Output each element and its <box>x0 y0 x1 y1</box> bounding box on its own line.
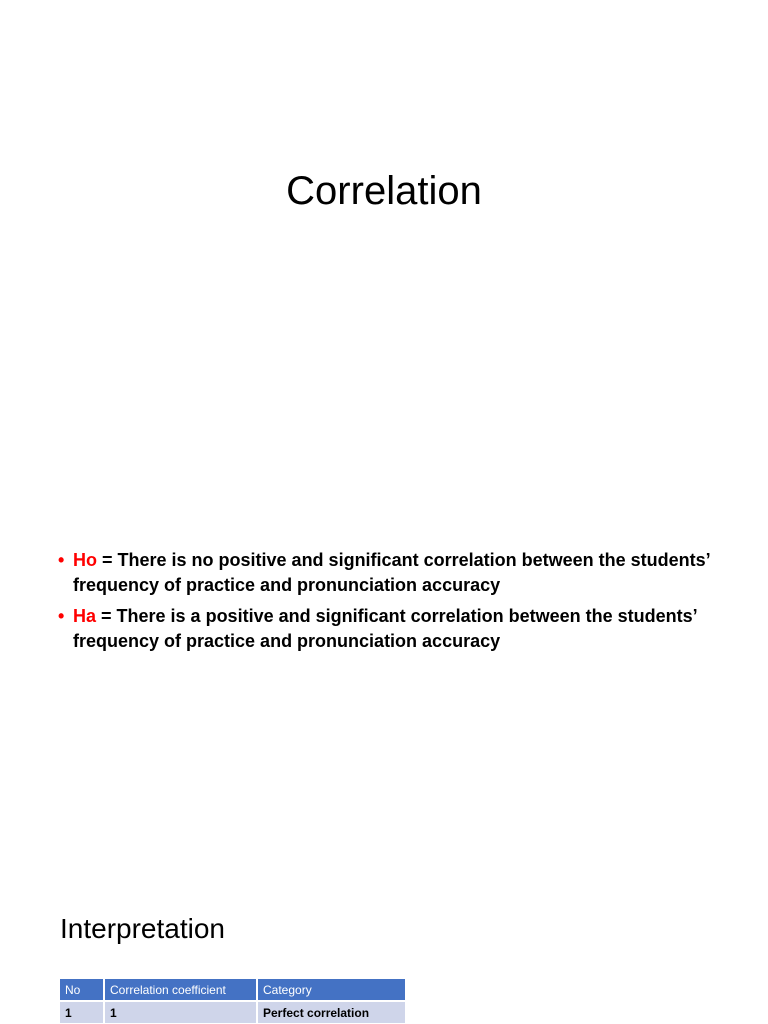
hypotheses-list <box>58 548 718 660</box>
column-header-no: No <box>60 979 104 1001</box>
cell-coefficient: 1 <box>104 1001 257 1023</box>
hypothesis-label: Ha <box>73 606 97 626</box>
table-row <box>60 1001 406 1023</box>
cell-no: 1 <box>60 1001 104 1023</box>
hypothesis-label: Ho <box>73 550 97 570</box>
column-header-category: Category <box>257 979 406 1001</box>
hypothesis-alternative <box>58 604 718 654</box>
hypothesis-null <box>58 548 718 598</box>
hypothesis-text: = There is no positive and significant correlation between the students’ frequency of practice and pronunciation accuracy <box>73 550 710 595</box>
bullet-icon: • <box>58 606 65 626</box>
bullet-icon: • <box>58 550 65 570</box>
cell-category: Perfect correlation <box>257 1001 406 1023</box>
interpretation-table <box>60 979 407 1023</box>
column-header-coefficient: Correlation coefficient <box>104 979 257 1001</box>
hypothesis-text: = There is a positive and significant correlation between the students’ frequency of practice and pronunciation accuracy <box>73 606 697 651</box>
slide-title: Correlation <box>286 169 482 213</box>
table-header-row <box>60 979 406 1001</box>
interpretation-heading: Interpretation <box>60 913 225 944</box>
